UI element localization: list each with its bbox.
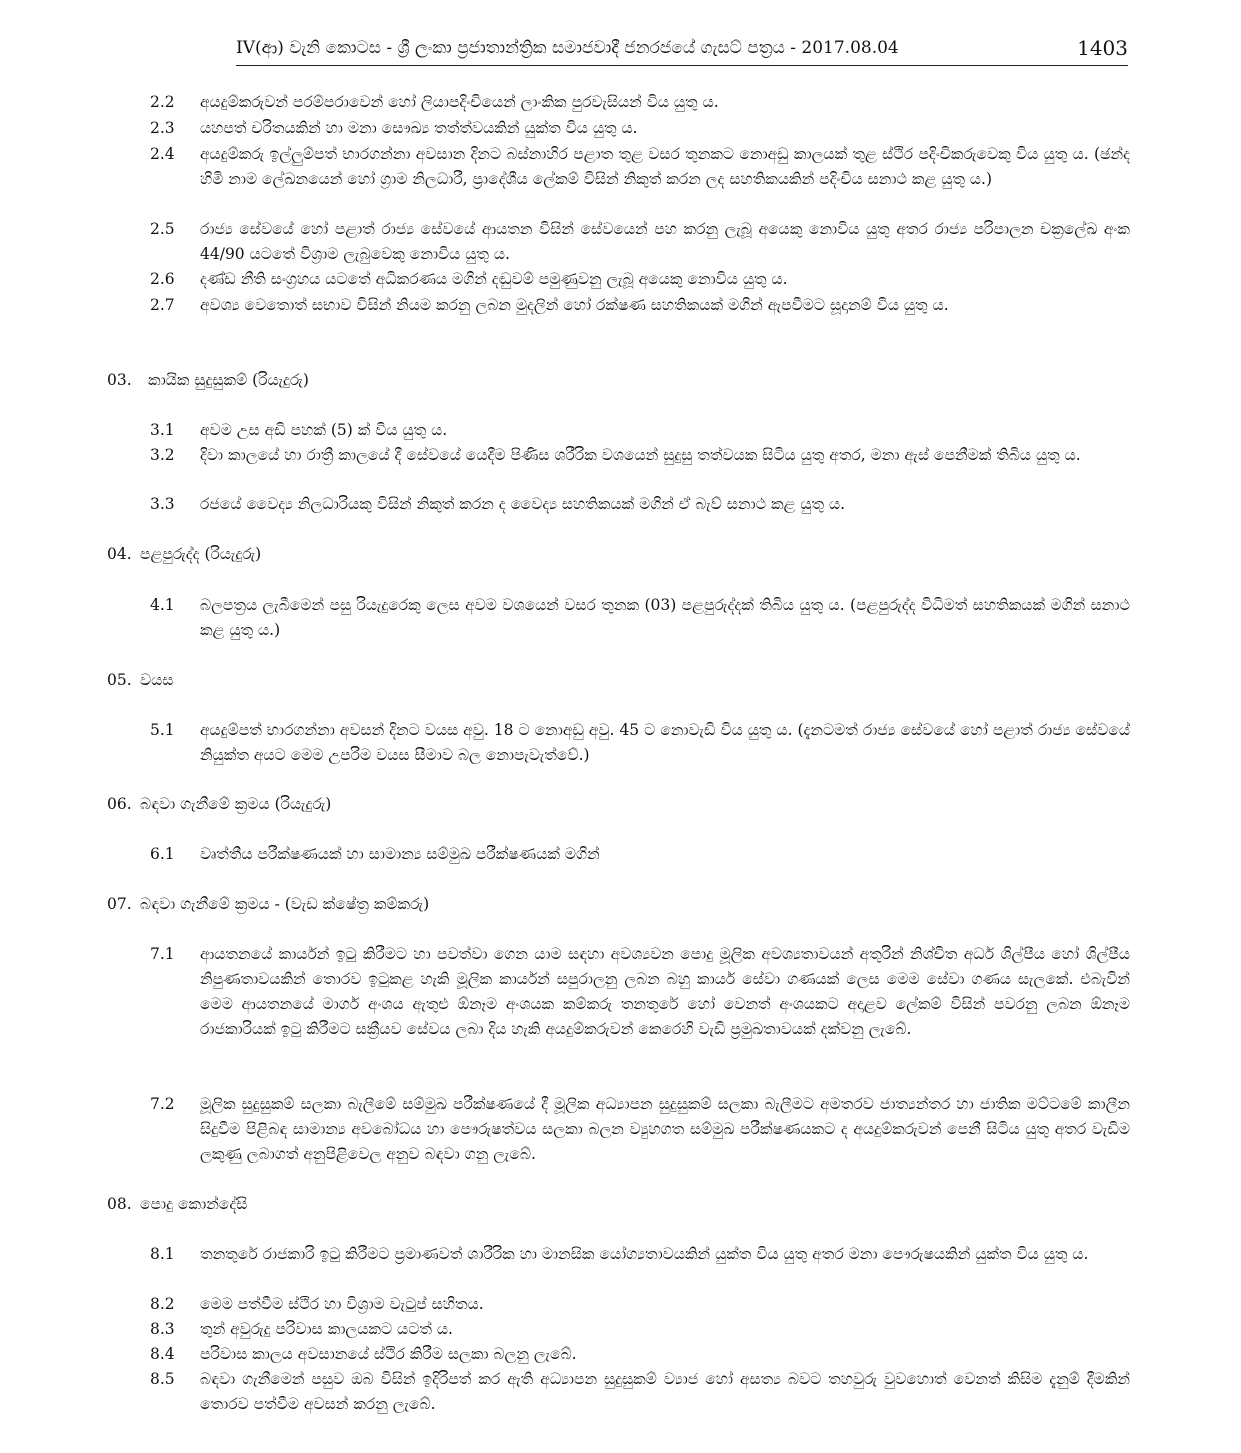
page-number: 1403 xyxy=(1077,36,1128,60)
item-number: 4.1 xyxy=(150,596,175,614)
item-number: 3.2 xyxy=(150,446,175,464)
item-text: මෙම පත්වීම ස්ථිර හා විශ්‍රාම වැටුප් සහිතය. xyxy=(200,1295,484,1313)
section-number: 03. xyxy=(107,371,132,389)
item-number: 7.2 xyxy=(150,1095,175,1113)
item-number: 2.7 xyxy=(150,296,175,314)
section-heading: වයස xyxy=(140,671,174,689)
section-heading: කායික සුදුසුකම් (රියැදුරු) xyxy=(148,371,309,389)
item-text: තුන් අවුරුදු පරිවාස කාලයකට යටත් ය. xyxy=(200,1320,453,1338)
item-number: 6.1 xyxy=(150,845,175,863)
item-text: දණ්ඩ නීති සංග්‍රහය යටතේ අධිකරණය මගින් දඬුවම් පමුණුවනු ලැබූ අයෙකු නොවිය යුතු ය. xyxy=(200,270,788,288)
item-number: 8.4 xyxy=(150,1345,175,1363)
item-text: තනතුරේ රාජකාරි ඉටු කිරීමට ප්‍රමාණවත් ශාරීරික හා මානසික යෝග්‍යතාවයකින් යුක්ත විය යුතු අතර මනා පෞරුෂයකින් යුක්ත විය යුතු ය. xyxy=(200,1245,1089,1263)
header-title: IV(ආ) වැනි කොටස - ශ්‍රී ලංකා ප්‍රජාතාන්ත්‍රික සමාජවාදී ජනරජයේ ගැසට් පත්‍රය - 2017.08.04 xyxy=(236,38,899,58)
item-number: 3.3 xyxy=(150,495,175,513)
item-number: 7.1 xyxy=(150,945,175,963)
section-number: 07. xyxy=(107,895,132,913)
item-text: බඳවා ගැනීමෙන් පසුව ඔබ විසින් ඉදිරිපත් කර ඇති අධ්‍යාපන සුදුසුකම් ව්‍යාජ හෝ අසත්‍ය බවට තහවුරු වුවහොත් වෙනත් කිසිම දැනුම් දීමකින් තොරව පත්වීම අවසන් කරනු ලැබේ. xyxy=(200,1370,1130,1413)
item-number: 2.6 xyxy=(150,270,175,288)
item-text: රජයේ වෛද්‍ය නිලධාරියකු විසින් නිකුත් කරන ද වෛද්‍ය සහතිකයක් මගින් ඒ බැව් සනාථ කළ යුතු ය. xyxy=(200,495,846,513)
item-text: ආයතනයේ කාර්යන් ඉටු කිරීමට හා පවත්වා ගෙන යාම සඳහා අවශ්‍යවන පොදු මූලික අවශ්‍යතාවයන් අතුරින් නිශ්චිත අර්ධ ශිල්පීය හෝ ශිල්පීය නිපුණතාවයකින් තොරව ඉටුකළ හැකි මූලික කාර්යන් සපුරාලනු ලබන බහු කාර්ය සේවා ගණයක් ලෙස මෙම සේවා ගණය සැලකේ. එබැවින් මෙම ආයතනයේ මාර්ග අංශය ඇතුළු ඕනෑම අංශයක කම්කරු තනතුරේ හෝ වෙනත් අංශයකට අදාළව ලේකම් විසින් පවරනු ලබන ඕනෑම රාජකාරියක් ඉටු කිරීමට සක්‍රීයව සේවය ලබා දිය හැකි අයදුම්කරුවන් කෙරෙහි වැඩි ප්‍රමුඛතාවයක් දක්වනු ලැබේ. xyxy=(200,945,1130,1038)
item-text: බලපත්‍රය ලැබීමෙන් පසු රියැදුරෙකු ලෙස අවම වශයෙන් වසර තුනක (03) පළපුරුද්දක් තිබිය යුතු ය. (පළපුරුද්ද විධිමත් සහතිකයක් මගින් සනාථ කළ යුතු ය.) xyxy=(200,596,1130,639)
item-number: 2.3 xyxy=(150,119,175,137)
item-number: 2.2 xyxy=(150,93,175,111)
item-number: 8.5 xyxy=(150,1370,175,1388)
header-rule xyxy=(236,65,1128,66)
item-text: දිවා කාලයේ හා රාත්‍රී කාලයේ දී සේවයේ යෙදීම පිණිස ශරීරික වශයෙන් සුදුසු තත්වයක සිටිය යුතු අතර, මනා ඇස් පෙනීමක් තිබිය යුතු ය. xyxy=(200,446,1081,464)
item-text: අයදුම්කරු ඉල්ලුම්පත් භාරගන්නා අවසාන දිනට බස්නාහිර පළාත තුළ වසර තුනකට නොඅඩු කාලයක් තුළ ස්ථිර පදිංචිකරුවෙකු විය යුතු ය. (ඡන්ද හිමි නාම ලේඛනයෙන් හෝ ග්‍රාම නිලධාරී, ප්‍රාදේශීය ලේකම් විසින් නිකුත් කරන ලද සහතිකයකින් පදිංචිය සනාථ කළ යුතු ය.) xyxy=(200,145,1130,188)
section-heading: බඳවා ගැනීමේ ක්‍රමය (රියැදුරු) xyxy=(140,795,332,813)
section-number: 06. xyxy=(107,795,132,813)
item-text: අයදුම්පත් භාරගන්නා අවසන් දිනට වයස අවු. 18 ට නොඅඩු අවු. 45 ට නොවැඩි විය යුතු ය. (දැනටමත් රාජ්‍ය සේවයේ හෝ පළාත් රාජ්‍ය සේවයේ නියුක්ත අයට මෙම උපරිම වයස සීමාව බල නොපැවැත්වේ.) xyxy=(200,721,1130,764)
section-number: 08. xyxy=(107,1195,132,1213)
item-text: මූලික සුදුසුකම් සලකා බැලීමේ සම්මුඛ පරීක්ෂණයේ දී මූලික අධ්‍යාපන සුදුසුකම් සලකා බැලීමට අමතරව ජාත්‍යන්තර හා ජාතික මට්ටමේ කාලීන සිදුවීම පිළිබඳ සාමාන්‍ය අවබෝධය හා පෞරුෂත්වය සලකා බලන ව්‍යුහගත සම්මුඛ පරීක්ෂණයකට ද අයදුම්කරුවන් පෙනී සිටිය යුතු අතර වැඩිම ලකුණු ලබාගත් අනුපිළිවෙල අනුව බඳවා ගනු ලැබේ. xyxy=(200,1095,1130,1163)
section-number: 05. xyxy=(107,671,132,689)
section-heading: බඳවා ගැනීමේ ක්‍රමය - (වැඩ ක්ෂේත්‍ර කම්කරු) xyxy=(140,895,430,913)
item-number: 8.2 xyxy=(150,1295,175,1313)
item-text: යහපත් චරිතයකින් හා මනා සෞඛ්‍ය තත්ත්වයකින් යුක්ත විය යුතු ය. xyxy=(200,119,638,137)
item-text: වෘත්තීය පරීක්ෂණයක් හා සාමාන්‍ය සම්මුඛ පරීක්ෂණයක් මගින් xyxy=(200,845,600,863)
item-number: 8.1 xyxy=(150,1245,175,1263)
item-text: අවම උස අඩි පහක් (5) ක් විය යුතු ය. xyxy=(200,421,448,439)
section-heading: පළපුරුද්ද (රියැදුරු) xyxy=(140,545,262,563)
item-number: 5.1 xyxy=(150,721,175,739)
item-number: 8.3 xyxy=(150,1320,175,1338)
item-number: 3.1 xyxy=(150,421,175,439)
section-heading: පොදු කොන්දේසි xyxy=(140,1195,248,1213)
item-text: අවශ්‍ය වෙතොත් සභාව විසින් නියම කරනු ලබන මුදලින් හෝ රක්ෂණ සහතිකයක් මගින් ඇපවීමට සූදානම් විය යුතු ය. xyxy=(200,296,949,314)
section-number: 04. xyxy=(107,545,132,563)
page-header xyxy=(236,34,1128,66)
item-text: අයදුම්කරුවන් පරම්පරාවෙන් හෝ ලියාපදිංචියෙන් ලාංකික පුරවැසියන් විය යුතු ය. xyxy=(200,93,719,111)
item-number: 2.4 xyxy=(150,145,175,163)
item-number: 2.5 xyxy=(150,220,175,238)
item-text: පරිවාස කාලය අවසානයේ ස්ථිර කිරීම සලකා බලනු ලැබේ. xyxy=(200,1345,577,1363)
item-text: රාජ්‍ය සේවයේ හෝ පළාත් රාජ්‍ය සේවයේ ආයතන විසින් සේවයෙන් පහ කරනු ලැබූ අයෙකු නොවිය යුතු අතර රාජ්‍ය පරිපාලන චක්‍රලේඛ අංක 44/90 යටතේ විශ්‍රාම ලැබුවෙකු නොවිය යුතු ය. xyxy=(200,220,1130,263)
